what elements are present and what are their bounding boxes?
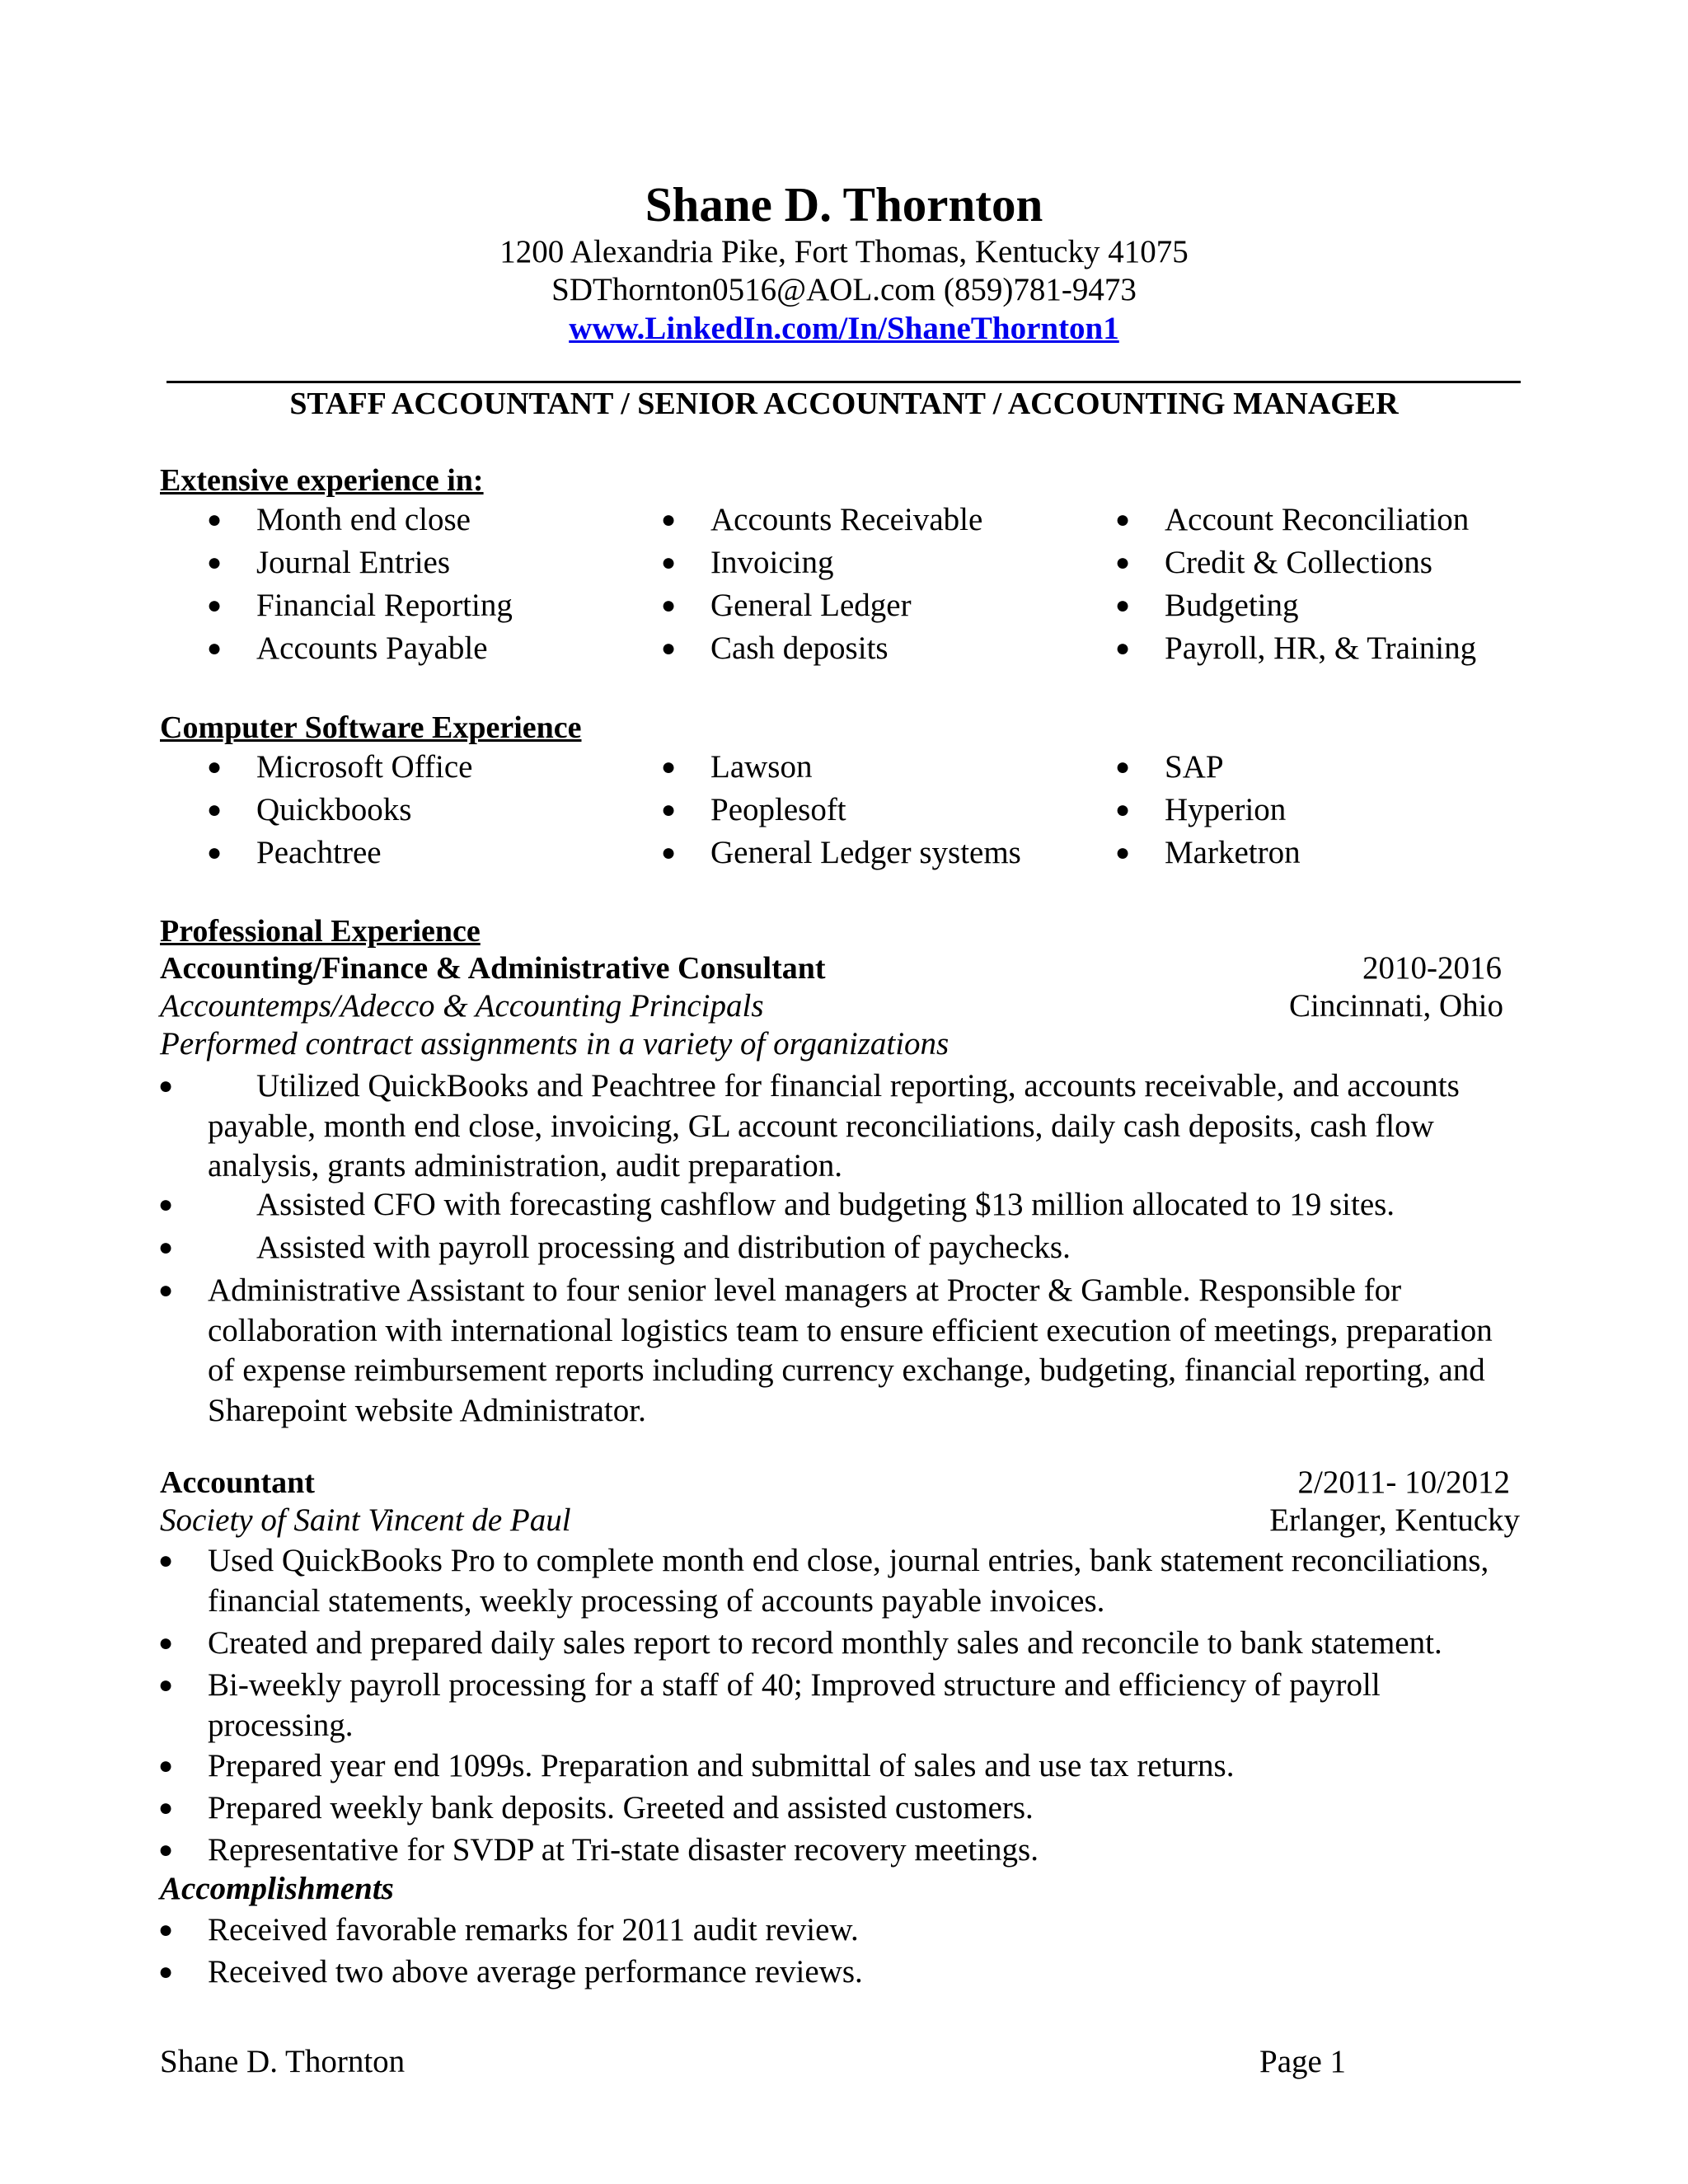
list-item: Credit & Collections xyxy=(1165,545,1432,580)
bullet-icon: ● xyxy=(207,839,223,866)
job-title: Accountant xyxy=(160,1465,315,1500)
bullet-icon: ● xyxy=(158,1072,174,1099)
job-dates: 2010-2016 xyxy=(1362,950,1502,986)
list-item: Account Reconciliation xyxy=(1165,502,1470,537)
list-item: Marketron xyxy=(1165,835,1301,870)
bullet-icon: ● xyxy=(158,1191,174,1218)
bullet-icon: ● xyxy=(1115,796,1131,823)
bullet-icon: ● xyxy=(158,1277,174,1304)
list-item: SAP xyxy=(1165,749,1224,785)
linkedin-link[interactable]: www.LinkedIn.com/In/ShaneThornton1 xyxy=(569,311,1119,346)
bullet-icon: ● xyxy=(661,506,677,533)
list-item: Quickbooks xyxy=(256,792,412,827)
job-location: Cincinnati, Ohio xyxy=(1289,988,1503,1024)
list-item: Lawson xyxy=(710,749,813,785)
list-item: Received favorable remarks for 2011 audit review. xyxy=(208,1912,859,1947)
bullet-icon: ● xyxy=(1115,635,1131,662)
list-item: Journal Entries xyxy=(256,545,451,580)
bullet-icon: ● xyxy=(1115,549,1131,576)
job-dates: 2/2011- 10/2012 xyxy=(1297,1465,1510,1500)
job-title: Accounting/Finance & Administrative Consultant xyxy=(160,951,826,986)
list-item: Used QuickBooks Pro to complete month end close, journal entries, bank statement reconciliations, financial statements, weekly processing of accounts payable invoices. xyxy=(208,1543,1489,1619)
bullet-icon: ● xyxy=(1115,753,1131,780)
bullet-icon: ● xyxy=(158,1916,174,1943)
list-item: Utilized QuickBooks and Peachtree for financial reporting, accounts receivable, and accounts payable, month end close, invoicing, GL account reconciliations, daily cash deposits, cash flow analysis, grants administration, audit preparation. xyxy=(208,1068,1460,1183)
list-item: Administrative Assistant to four senior level managers at Procter & Gamble. Responsible for collaboration with international logistics team to ensure efficient execution of meetings, preparation of expense reimbursement reports including currency exchange, budgeting, financial reporting, and Sharepoint website Administrator. xyxy=(208,1272,1493,1428)
list-item: Accounts Receivable xyxy=(710,502,983,537)
bullet-icon: ● xyxy=(158,1234,174,1261)
bullet-icon: ● xyxy=(158,1958,174,1985)
bullet-icon: ● xyxy=(158,1836,174,1863)
list-item: Peachtree xyxy=(256,835,382,870)
bullet-icon: ● xyxy=(661,549,677,576)
list-item: Invoicing xyxy=(710,545,834,580)
list-item: Budgeting xyxy=(1165,588,1299,623)
list-item: Bi-weekly payroll processing for a staff of 40; Improved structure and efficiency of payroll processing. xyxy=(208,1667,1381,1743)
job-company: Accountemps/Adecco & Accounting Principals xyxy=(160,988,764,1024)
footer-name: Shane D. Thornton xyxy=(160,2044,406,2079)
list-item: Representative for SVDP at Tri-state disaster recovery meetings. xyxy=(208,1832,1039,1868)
headline: STAFF ACCOUNTANT / SENIOR ACCOUNTANT / ACCOUNTING MANAGER xyxy=(289,387,1399,421)
bullet-icon: ● xyxy=(207,592,223,619)
page-number: Page 1 xyxy=(1259,2044,1347,2079)
bullet-icon: ● xyxy=(207,549,223,576)
bullet-icon: ● xyxy=(1115,592,1131,619)
bullet-icon: ● xyxy=(661,753,677,780)
bullet-icon: ● xyxy=(207,753,223,780)
bullet-icon: ● xyxy=(661,839,677,866)
experience-areas-heading: Extensive experience in: xyxy=(160,463,484,498)
address: 1200 Alexandria Pike, Fort Thomas, Kentucky 41075 xyxy=(499,234,1189,269)
list-item: Assisted with payroll processing and distribution of paychecks. xyxy=(256,1230,1071,1265)
bullet-icon: ● xyxy=(158,1629,174,1657)
bullet-icon: ● xyxy=(1115,506,1131,533)
list-item: General Ledger systems xyxy=(710,835,1021,870)
bullet-icon: ● xyxy=(661,635,677,662)
bullet-icon: ● xyxy=(207,796,223,823)
job-summary: Performed contract assignments in a variety of organizations xyxy=(160,1026,950,1062)
bullet-icon: ● xyxy=(207,635,223,662)
list-item: Received two above average performance reviews. xyxy=(208,1954,863,1990)
list-item: Month end close xyxy=(256,502,471,537)
header-divider xyxy=(166,381,1521,383)
software-heading: Computer Software Experience xyxy=(160,710,582,745)
list-item: Microsoft Office xyxy=(256,749,473,785)
list-item: Financial Reporting xyxy=(256,588,513,623)
list-item: Payroll, HR, & Training xyxy=(1165,630,1477,666)
list-item: Accounts Payable xyxy=(256,630,488,666)
bullet-icon: ● xyxy=(158,1752,174,1779)
job-location: Erlanger, Kentucky xyxy=(1269,1502,1520,1538)
bullet-icon: ● xyxy=(158,1671,174,1699)
list-item: Peoplesoft xyxy=(710,792,846,827)
bullet-icon: ● xyxy=(661,592,677,619)
job-company: Society of Saint Vincent de Paul xyxy=(160,1502,571,1538)
bullet-icon: ● xyxy=(158,1547,174,1574)
candidate-name: Shane D. Thornton xyxy=(645,177,1043,232)
list-item: General Ledger xyxy=(710,588,912,623)
bullet-icon: ● xyxy=(207,506,223,533)
list-item: Hyperion xyxy=(1165,792,1287,827)
list-item: Assisted CFO with forecasting cashflow and budgeting $13 million allocated to 19 sites. xyxy=(256,1187,1395,1222)
list-item: Created and prepared daily sales report to record monthly sales and reconcile to bank statement. xyxy=(208,1625,1442,1661)
bullet-icon: ● xyxy=(1115,839,1131,866)
list-item: Prepared weekly bank deposits. Greeted and assisted customers. xyxy=(208,1790,1034,1825)
list-item: Cash deposits xyxy=(710,630,889,666)
accomplishments-heading: Accomplishments xyxy=(160,1871,394,1906)
professional-heading: Professional Experience xyxy=(160,914,481,949)
bullet-icon: ● xyxy=(158,1794,174,1821)
bullet-icon: ● xyxy=(661,796,677,823)
email-phone: SDThornton0516@AOL.com (859)781-9473 xyxy=(551,272,1137,307)
list-item: Prepared year end 1099s. Preparation and submittal of sales and use tax returns. xyxy=(208,1748,1235,1783)
